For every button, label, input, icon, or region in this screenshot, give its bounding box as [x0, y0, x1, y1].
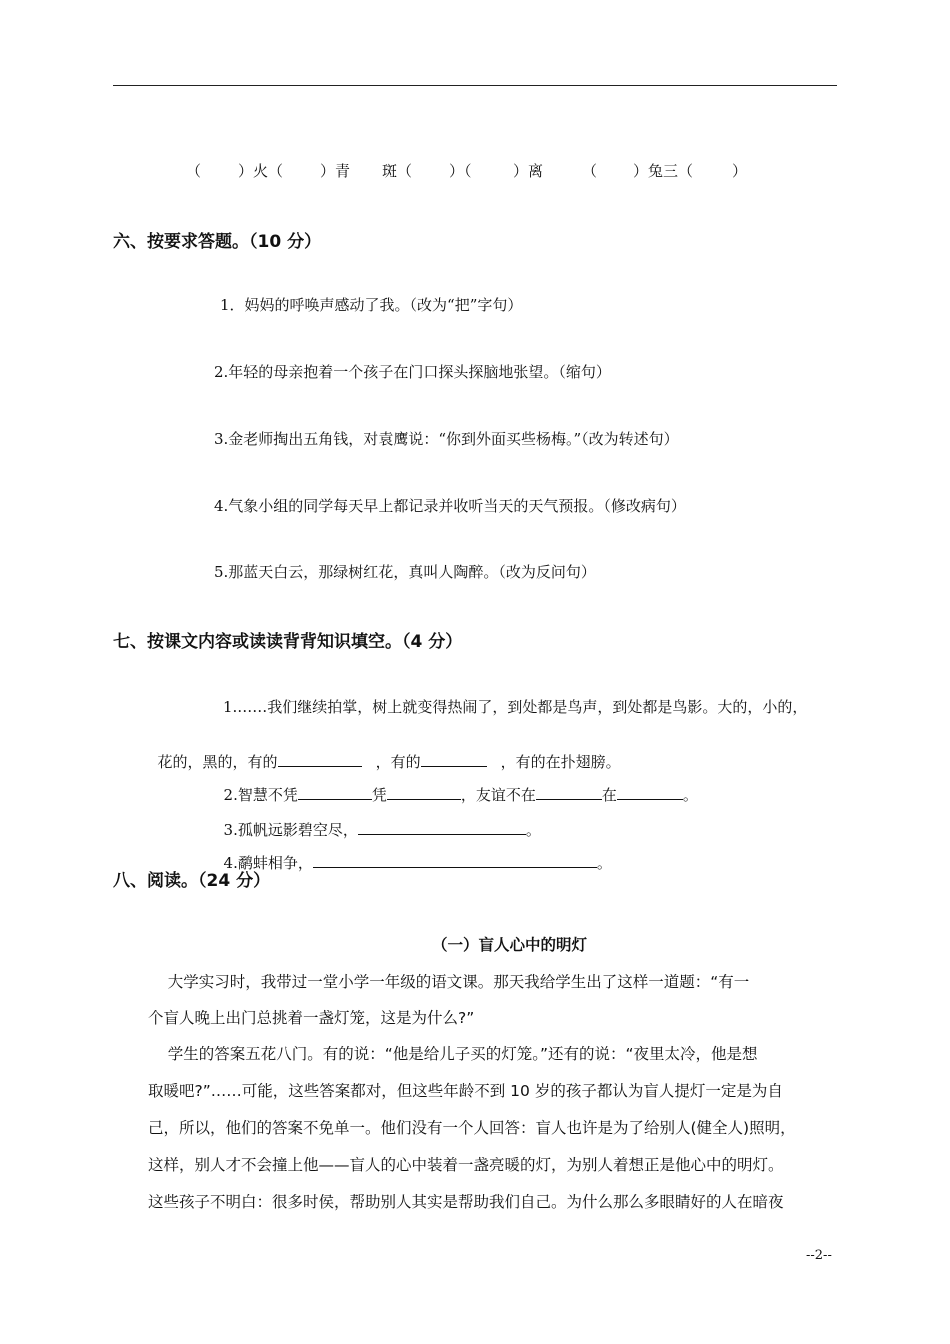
section-6-item-4: 4.气象小组的同学每天早上都记录并收听当天的天气预报。（修改病句） — [214, 497, 686, 515]
section-6-item-2: 2.年轻的母亲抱着一个孩子在门口探头探脑地张望。（缩句） — [214, 363, 611, 381]
header-rule — [113, 85, 837, 86]
section-8-heading: 八、阅读。（24 分） — [113, 871, 271, 891]
q4-text-b: 。 — [596, 854, 612, 872]
idiom-item-3-open: （ — [582, 162, 598, 180]
q1-text-a: 花的，黑的，有的 — [157, 753, 278, 771]
passage-line-5: 己，所以，他们的答案不免单一。他们没有一个人回答：盲人也许是为了给别人(健全人)照明， — [148, 1119, 796, 1137]
section-7-q4 — [214, 834, 612, 873]
idiom-item-1-mid: ）火（ — [238, 162, 284, 180]
q1-text-c: ，有的在扑翅膀。 — [500, 753, 621, 771]
idiom-item-2-end: ）离 — [513, 162, 544, 180]
section-6-item-5: 5.那蓝天白云，那绿树红花，真叫人陶醉。（改为反问句） — [214, 563, 596, 581]
q1-blank-1[interactable] — [278, 752, 362, 767]
q3-text-a: 3.孤帆远影碧空尽， — [223, 821, 358, 839]
section-6-heading: 六、按要求答题。（10 分） — [113, 232, 322, 252]
passage-line-2: 个盲人晚上出门总挑着一盏灯笼，这是为什么?” — [148, 1009, 475, 1027]
section-6-item-3: 3.金老师掏出五角钱，对袁鹰说：“你到外面买些杨梅。”（改为转述句） — [214, 430, 679, 448]
q2-text-a: 2.智慧不凭 — [223, 786, 298, 804]
q2-blank-4[interactable] — [617, 785, 683, 800]
idiom-item-2-mid: ）（ — [449, 162, 472, 180]
idiom-item-3-mid: ）兔三（ — [633, 162, 694, 180]
section-7-q2 — [214, 766, 698, 805]
q4-text-a: 4.鹬蚌相争， — [223, 854, 313, 872]
q4-blank[interactable] — [313, 853, 597, 868]
q2-text-c: ，友谊不在 — [460, 786, 536, 804]
q2-blank-1[interactable] — [298, 785, 372, 800]
q2-text-d: 在 — [601, 786, 617, 804]
section-6-item-1: 1．妈妈的呼唤声感动了我。（改为“把”字句） — [220, 296, 523, 314]
q3-text-b: 。 — [525, 821, 541, 839]
q2-text-b: 凭 — [371, 786, 387, 804]
q2-blank-3[interactable] — [536, 785, 602, 800]
idiom-item-1-open: （ — [186, 162, 202, 180]
idiom-item-3-close: ） — [732, 162, 748, 180]
passage-line-3: 学生的答案五花八门。有的说：“他是给儿子买的灯笼。”还有的说：“夜里太冷，他是想 — [148, 1045, 758, 1063]
q3-blank[interactable] — [358, 820, 526, 835]
passage-line-1: 大学实习时，我带过一堂小学一年级的语文课。那天我给学生出了这样一道题：“有一 — [148, 973, 750, 991]
page-number: --2-- — [806, 1248, 832, 1263]
idiom-item-1-end: ）青 — [320, 162, 351, 180]
q2-blank-2[interactable] — [387, 785, 461, 800]
passage-title: （一）盲人心中的明灯 — [432, 936, 588, 954]
q2-text-e: 。 — [682, 786, 698, 804]
q1-text-b: ，有的 — [375, 753, 421, 771]
section-7-heading: 七、按课文内容或读读背背知识填空。（4 分） — [113, 632, 463, 652]
idiom-item-2-start: 斑（ — [382, 162, 413, 180]
passage-line-7: 这些孩子不明白：很多时侯，帮助别人其实是帮助我们自己。为什么那么多眼睛好的人在暗夜 — [148, 1193, 784, 1211]
q1-blank-2[interactable] — [421, 752, 487, 767]
passage-line-6: 这样，别人才不会撞上他——盲人的心中装着一盏亮暖的灯，为别人着想正是他心中的明灯。 — [148, 1156, 784, 1174]
passage-line-4: 取暖吧?”……可能，这些答案都对，但这些年龄不到 10 岁的孩子都认为盲人提灯一定是为自 — [148, 1082, 783, 1100]
section-7-q1-line1: 1.……我们继续拍掌，树上就变得热闹了，到处都是鸟声，到处都是鸟影。大的，小的， — [223, 698, 808, 716]
